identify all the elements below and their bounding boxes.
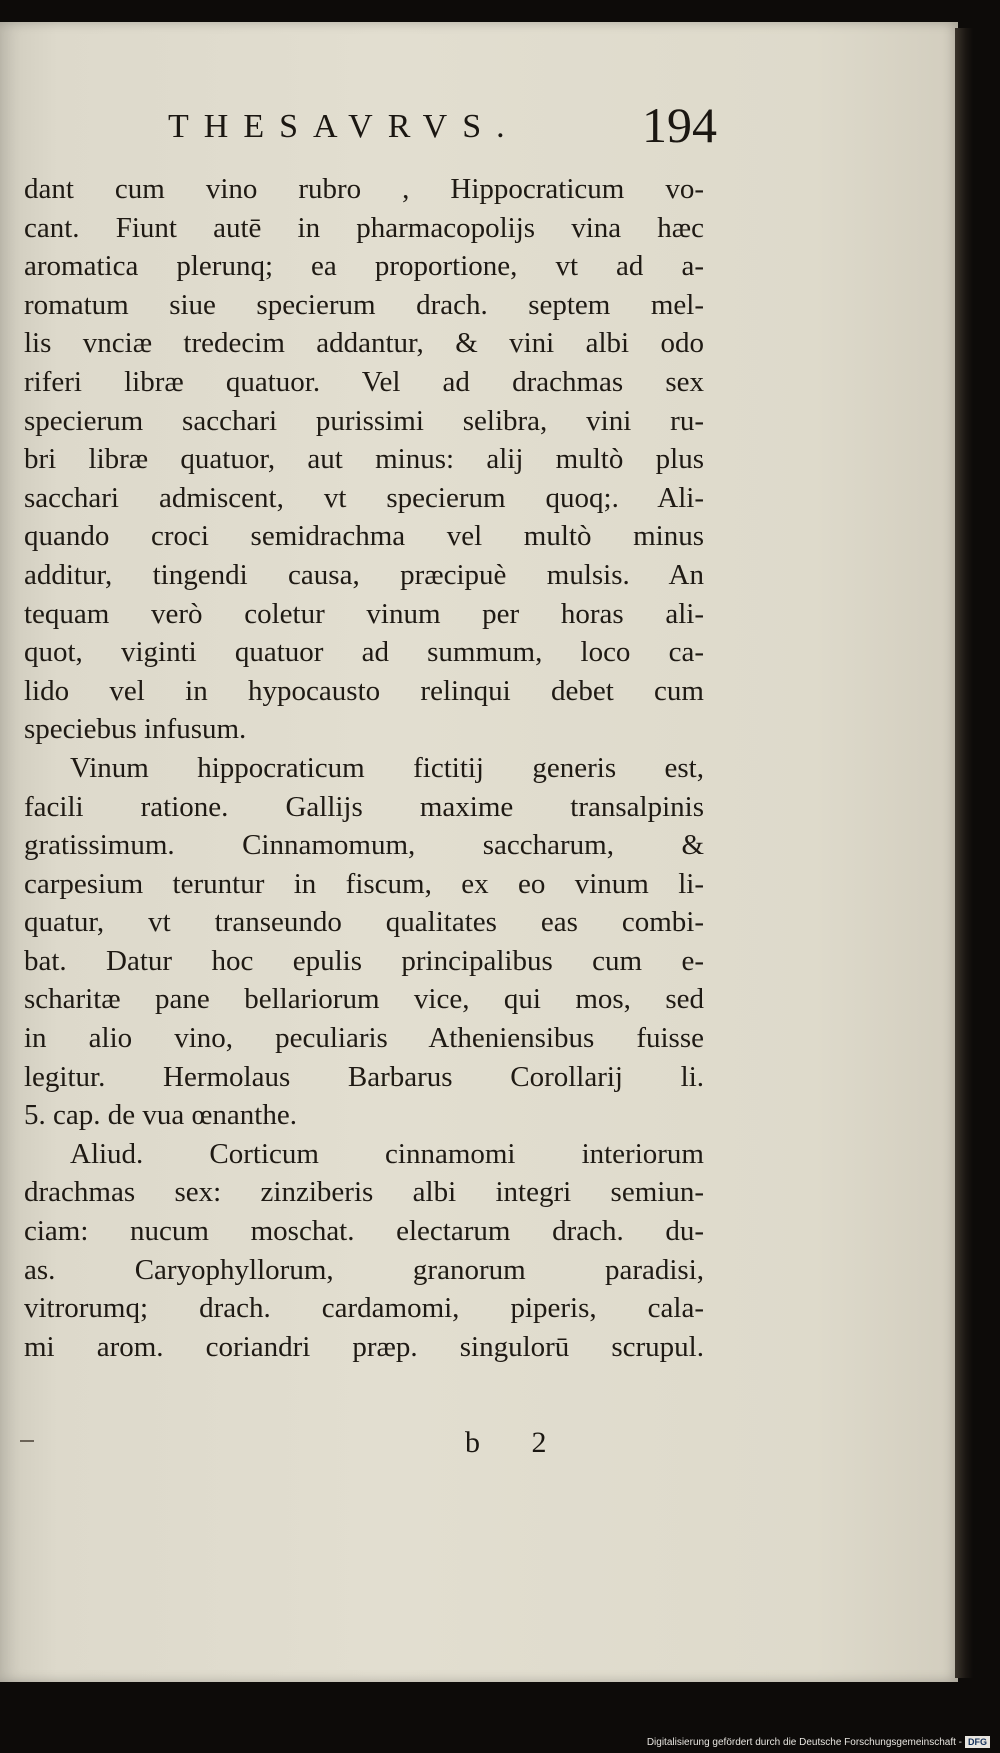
text-line: lis vnciæ tredecim addantur, & vini albi odo (24, 327, 704, 360)
text-line: vitrorumq; drach. cardamomi, piperis, cala- (24, 1292, 704, 1325)
text-line: riferi libræ quatuor. Vel ad drachmas sex (24, 365, 704, 398)
footer-credit-text: Digitalisierung gefördert durch die Deutsche Forschungsgemeinschaft - (646, 1736, 962, 1748)
running-head (0, 96, 958, 156)
text-line: quando croci semidrachma vel multò minus (24, 520, 704, 553)
text-line: lido vel in hypocausto relinqui debet cum (24, 674, 704, 707)
paragraph-start-line: Vinum hippocraticum fictitij generis est, (70, 751, 704, 784)
text-line: carpesium teruntur in fiscum, ex eo vinum li- (24, 867, 704, 900)
text-line: aromatica plerunq; ea proportione, vt ad a- (24, 250, 704, 283)
body-text (24, 170, 704, 1366)
text-line: quatur, vt transeundo qualitates eas combi- (24, 906, 704, 939)
footer-credit (647, 1736, 990, 1748)
text-line: ciam: nucum moschat. electarum drach. du- (24, 1215, 704, 1248)
text-line: gratissimum. Cinnamomum, saccharum, & (24, 829, 704, 862)
signature-mark: b 2 (465, 1426, 569, 1459)
text-line: dant cum vino rubro , Hippocraticum vo- (24, 173, 704, 205)
text-line: bri libræ quatuor, aut minus: alij multò plus (24, 443, 704, 476)
text-line: in alio vino, peculiaris Atheniensibus fuisse (24, 1022, 704, 1055)
page-edge (955, 28, 973, 1678)
margin-mark (20, 1440, 34, 1442)
text-line: scharitæ pane bellariorum vice, qui mos, sed (24, 983, 704, 1016)
dfg-logo: DFG (965, 1736, 990, 1748)
text-line: facili ratione. Gallijs maxime transalpinis (24, 790, 704, 823)
running-title: THESAVRVS. (168, 108, 520, 145)
paragraph-end-line: speciebus infusum. (24, 713, 247, 746)
text-line: bat. Datur hoc epulis principalibus cum e- (24, 944, 704, 977)
text-line: mi arom. coriandri præp. singulorū scrupul. (24, 1330, 704, 1363)
page-number: 194 (642, 97, 717, 153)
text-line: drachmas sex: zinziberis albi integri semiun- (24, 1176, 704, 1209)
text-line: legitur. Hermolaus Barbarus Corollarij li. (24, 1060, 704, 1093)
text-line: additur, tingendi causa, præcipuè mulsis. An (24, 558, 704, 591)
text-line: quot, viginti quatuor ad summum, loco ca- (24, 636, 704, 669)
text-line: romatum siue specierum drach. septem mel- (24, 288, 704, 321)
text-line: sacchari admiscent, vt specierum quoq;. Ali- (24, 481, 704, 514)
text-line: specierum sacchari purissimi selibra, vini ru- (24, 404, 704, 437)
paragraph-start-line: Aliud. Corticum cinnamomi interiorum (70, 1137, 704, 1170)
text-line: tequam verò coletur vinum per horas ali- (24, 597, 704, 630)
text-line: cant. Fiunt autē in pharmacopolijs vina hæc (24, 211, 704, 244)
text-line: as. Caryophyllorum, granorum paradisi, (24, 1253, 704, 1286)
paragraph-end-line: 5. cap. de vua œnanthe. (24, 1099, 297, 1132)
